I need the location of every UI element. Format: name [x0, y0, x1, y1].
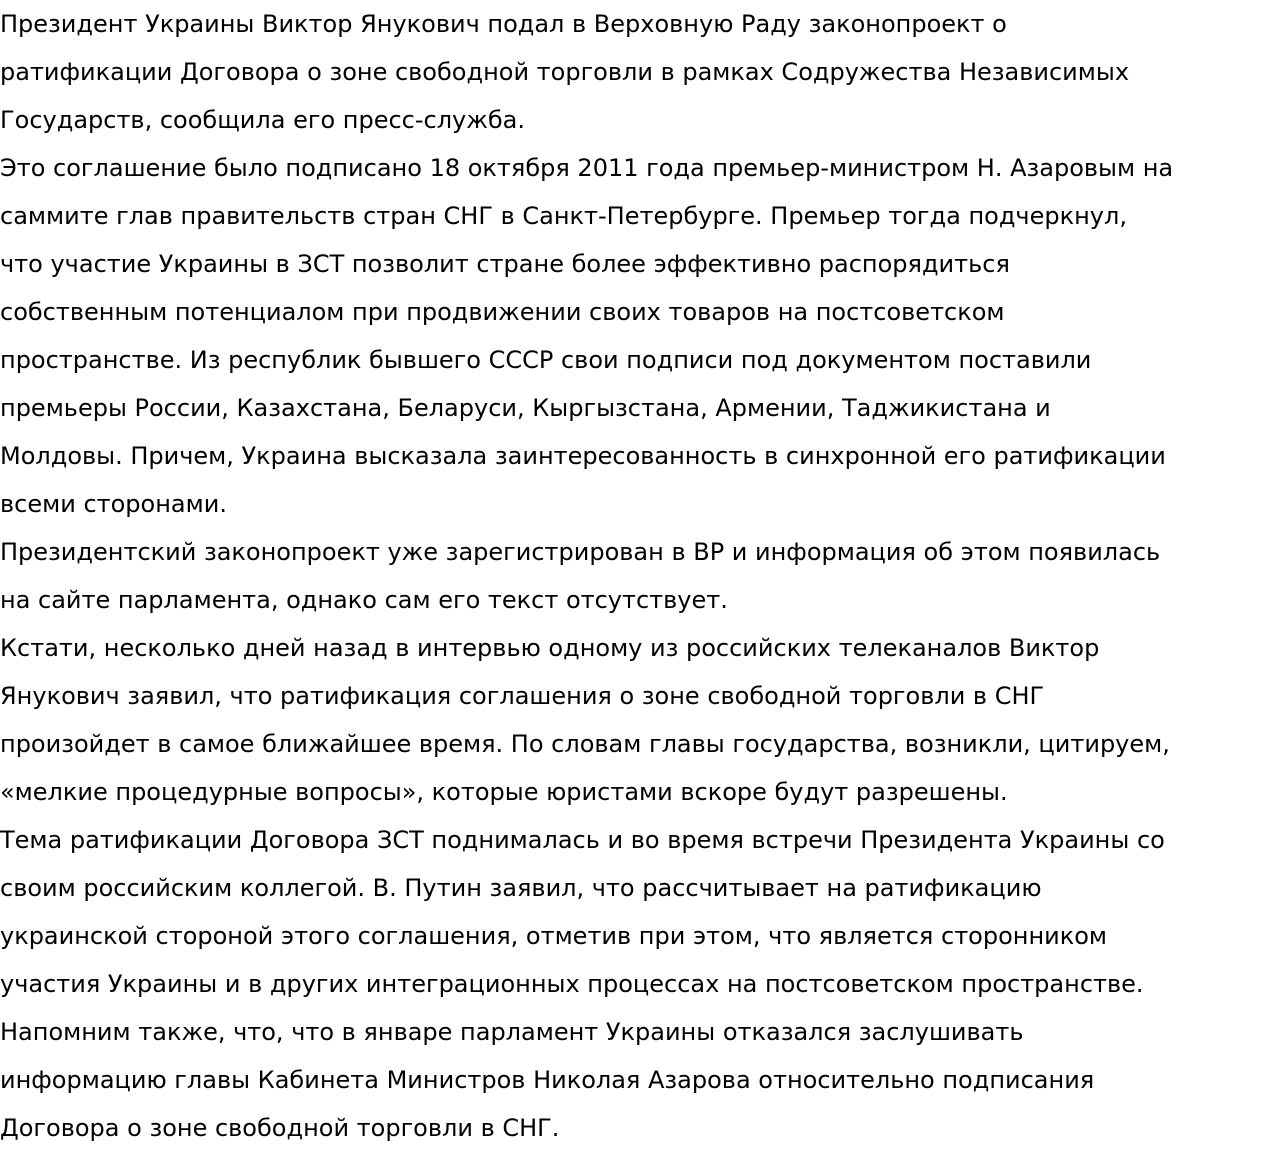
paragraph-5: [0, 816, 1270, 1008]
paragraph-line: премьеры России, Казахстана, Беларуси, Кыргызстана, Армении, Таджикистана и: [0, 394, 1051, 422]
paragraph-line: саммите глав правительств стран СНГ в Санкт-Петербурге. Премьер тогда подчеркнул,: [0, 202, 1127, 230]
paragraph-line: пространстве. Из республик бывшего СССР свои подписи под документом поставили: [0, 346, 1092, 374]
paragraph-line: Кстати, несколько дней назад в интервью одному из российских телеканалов Виктор: [0, 634, 1100, 662]
paragraph-line: Договора о зоне свободной торговли в СНГ.: [0, 1114, 560, 1142]
paragraph-line: информацию главы Кабинета Министров Николая Азарова относительно подписания: [0, 1066, 1095, 1094]
paragraph-line: собственным потенциалом при продвижении своих товаров на постсоветском: [0, 298, 1005, 326]
paragraph-line: Молдовы. Причем, Украина высказала заинтересованность в синхронной его ратификации: [0, 442, 1166, 470]
paragraph-line: своим российским коллегой. В. Путин заявил, что рассчитывает на ратификацию: [0, 874, 1042, 902]
paragraph-line: Президентский законопроект уже зарегистрирован в ВР и информация об этом появилась: [0, 538, 1161, 566]
paragraph-line: всеми сторонами.: [0, 490, 227, 518]
paragraph-line: «мелкие процедурные вопросы», которые юристами вскоре будут разрешены.: [0, 778, 1008, 806]
paragraph-line: что участие Украины в ЗСТ позволит стране более эффективно распорядиться: [0, 250, 1010, 278]
paragraph-line: Президент Украины Виктор Янукович подал в Верховную Раду законопроект о: [0, 10, 1007, 38]
paragraph-line: участия Украины и в других интеграционных процессах на постсоветском пространстве.: [0, 970, 1144, 998]
paragraph-line: Напомним также, что, что в январе парламент Украины отказался заслушивать: [0, 1018, 1024, 1046]
paragraph-1: [0, 0, 1270, 144]
paragraph-3: [0, 528, 1270, 624]
paragraph-line: произойдет в самое ближайшее время. По словам главы государства, возникли, цитируем,: [0, 730, 1170, 758]
paragraph-line: Государств, сообщила его пресс-служба.: [0, 106, 525, 134]
paragraph-2: [0, 144, 1270, 528]
paragraph-line: Это соглашение было подписано 18 октября 2011 года премьер-министром Н. Азаровым на: [0, 154, 1174, 182]
paragraph-line: украинской стороной этого соглашения, отметив при этом, что является сторонником: [0, 922, 1108, 950]
paragraph-line: Тема ратификации Договора ЗСТ поднималась и во время встречи Президента Украины со: [0, 826, 1165, 854]
paragraph-4: [0, 624, 1270, 816]
paragraph-line: ратификации Договора о зоне свободной торговли в рамках Содружества Независимых: [0, 58, 1130, 86]
paragraph-line: Янукович заявил, что ратификация соглашения о зоне свободной торговли в СНГ: [0, 682, 1045, 710]
paragraph-line: на сайте парламента, однако сам его текст отсутствует.: [0, 586, 728, 614]
paragraph-6: [0, 1008, 1270, 1152]
